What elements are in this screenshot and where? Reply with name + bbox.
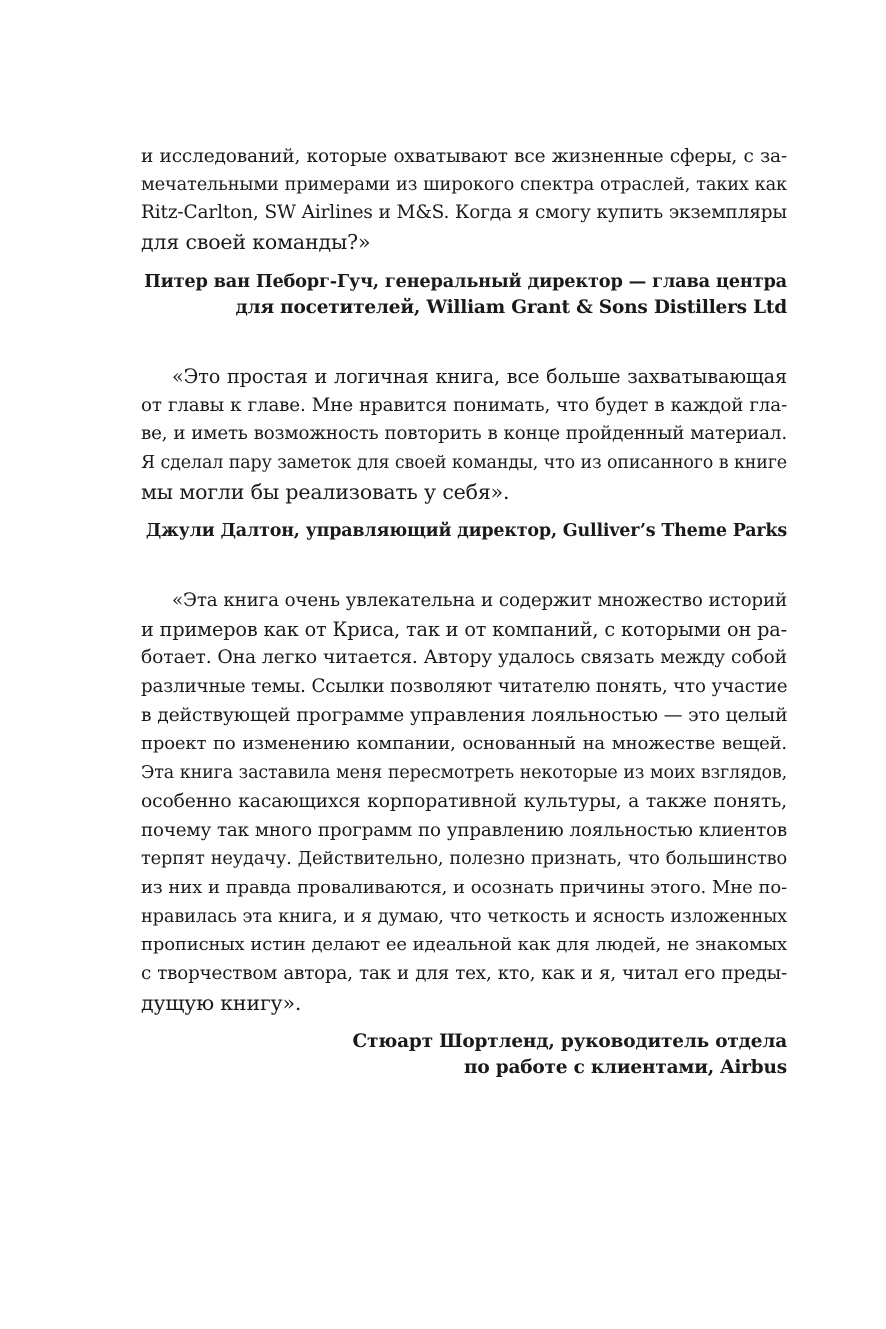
- quote-3-line: почему так много программ по управлению лояльностью клиентов: [141, 820, 787, 841]
- quote-3-line: особенно касающихся корпоративной культуры, а также понять,: [141, 791, 787, 812]
- quote-1-line: мечательными примерами из широкого спектра отраслей, таких как: [141, 175, 787, 195]
- quote-3-line: ботает. Она легко читается. Автору удалось связать между собой: [141, 647, 787, 668]
- quote-3-line: различные темы. Ссылки позволяют читателю понять, что участие: [141, 676, 788, 697]
- quote-2-line: «Это простая и логичная книга, все больше захватывающая: [172, 365, 787, 388]
- quote-3-line: из них и правда проваливаются, и осознать причины этого. Мне по-: [141, 877, 787, 898]
- quote-2-line: Я сделал пару заметок для своей команды, что из описанного в книге: [141, 453, 787, 473]
- quote-3-line: прописных истин делают ее идеальной как для людей, не знакомых: [141, 934, 787, 955]
- attribution-line: по работе с клиентами, Airbus: [464, 1057, 787, 1078]
- attribution-line: Джули Далтон, управляющий директор, Gulliver’s Theme Parks: [145, 521, 787, 541]
- quote-3-line: дущую книгу».: [141, 991, 302, 1015]
- quote-3-line: проект по изменению компании, основанный на множестве вещей.: [141, 733, 787, 754]
- quote-2-line: мы могли бы реализовать у себя».: [141, 480, 510, 504]
- quote-3-line: Эта книга заставила меня пересмотреть некоторые из моих взглядов,: [141, 763, 787, 783]
- quote-3-line: в действующей программе управления лояльностью — это целый: [141, 705, 788, 726]
- quote-2-line: ве, и иметь возможность повторить в конце пройденный материал.: [141, 423, 787, 444]
- quote-1-line: и исследований, которые охватывают все жизненные сферы, с за-: [141, 146, 787, 167]
- quote-1-line: Ritz-Carlton, SW Airlines и M&S. Когда я смогу купить экземпляры: [141, 202, 787, 223]
- attribution-line: для посетителей, William Grant & Sons Distillers Ltd: [235, 297, 787, 318]
- quote-3-line: терпят неудачу. Действительно, полезно признать, что большинство: [141, 849, 787, 869]
- quote-3-line: и примеров как от Криса, так и от компаний, с которыми он ра-: [141, 618, 787, 641]
- quote-3-line: нравилась эта книга, и я думаю, что четкость и ясность изложенных: [141, 907, 787, 927]
- attribution-line: Стюарт Шортленд, руководитель отдела: [352, 1031, 787, 1052]
- quote-3-line: с творчеством автора, так и для тех, кто, как и я, читал его преды-: [141, 963, 787, 984]
- quote-2-line: от главы к главе. Мне нравится понимать, что будет в каждой гла-: [141, 395, 787, 416]
- quote-1-line: для своей команды?»: [141, 230, 371, 254]
- quote-3-line: «Эта книга очень увлекательна и содержит множество историй: [172, 590, 787, 611]
- attribution-line: Питер ван Пеборг-Гуч, генеральный директор — глава центра: [144, 271, 787, 292]
